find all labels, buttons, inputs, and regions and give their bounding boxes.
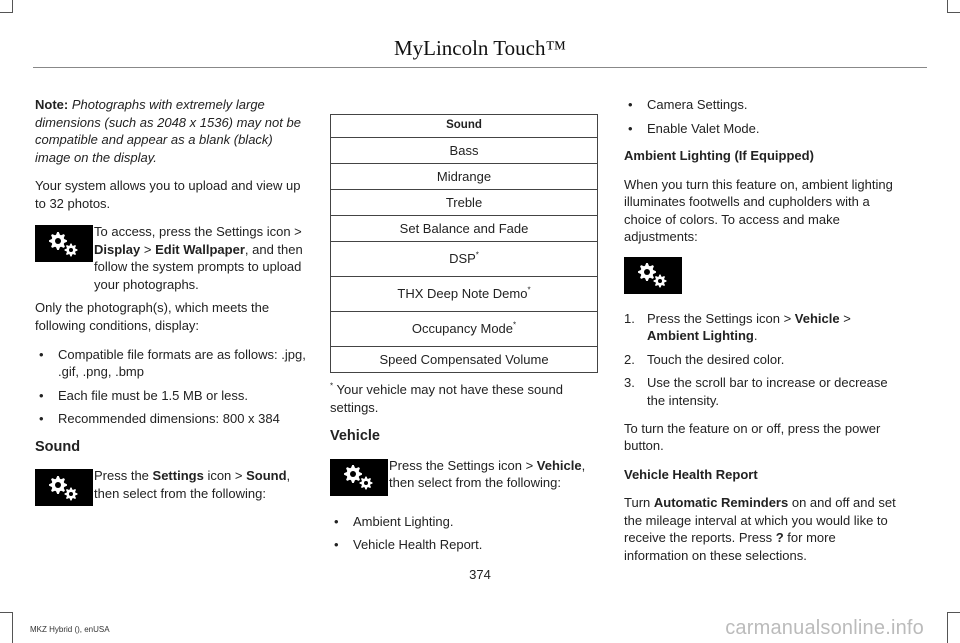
vehicle-label: Vehicle bbox=[536, 457, 582, 473]
settings-label: Settings bbox=[152, 468, 204, 484]
settings-gears-icon bbox=[330, 459, 388, 496]
ambient-intro: When you turn this feature on, ambient lighting illuminates footwells and cupholders with a choice of colors. To access and make adjustments: bbox=[624, 176, 893, 245]
vehicle-list bbox=[330, 513, 598, 554]
access-instruction: To access, press the Settings icon > Display > Edit Wallpaper, and then follow the system prompts to upload your photographs. bbox=[35, 223, 307, 293]
vehicle-health-report-heading: Vehicle Health Report bbox=[624, 466, 758, 482]
note-paragraph bbox=[35, 96, 307, 166]
column-1 bbox=[35, 96, 307, 523]
vehicle-heading: Vehicle bbox=[330, 428, 380, 445]
table-row: Occupancy Mode* bbox=[331, 312, 598, 347]
model-footer: MKZ Hybrid (), enUSA bbox=[30, 625, 110, 634]
table-row: DSP* bbox=[331, 242, 598, 277]
sound-instruction: Press the Settings icon > Sound, then select from the following: bbox=[35, 467, 307, 517]
running-title: MyLincoln Touch™ bbox=[393, 36, 567, 60]
table-row: Midrange bbox=[331, 164, 598, 190]
conditions-intro: Only the photograph(s), which meets the following conditions, display: bbox=[35, 300, 270, 334]
upload-intro: Your system allows you to upload and view up to 32 photos. bbox=[35, 178, 301, 211]
note-label: Note: bbox=[35, 97, 69, 112]
sound-settings-table bbox=[330, 114, 598, 373]
vehicle-health-report-text: Turn Automatic Reminders on and off and set the mileage interval at which you would like to receive the reports. Press ? for more information on these selections. bbox=[624, 495, 896, 563]
list-item: • Vehicle Health Report. bbox=[334, 537, 483, 553]
table-header: Sound bbox=[331, 115, 598, 138]
ambient-lighting-heading: Ambient Lighting (If Equipped) bbox=[624, 148, 814, 164]
page-number: 374 bbox=[469, 567, 491, 582]
table-row: Treble bbox=[331, 190, 598, 216]
table-row: THX Deep Note Demo* bbox=[331, 277, 598, 312]
settings-gears-icon bbox=[35, 469, 93, 506]
ambient-steps bbox=[624, 310, 896, 410]
table-row: Speed Compensated Volume bbox=[331, 347, 598, 373]
sound-heading: Sound bbox=[35, 438, 81, 455]
list-item: • Compatible file formats are as follows: .jpg, .gif, .png, .bmp bbox=[39, 346, 306, 380]
power-button-text: To turn the feature on or off, press the power button. bbox=[624, 420, 881, 454]
list-item: 3. Use the scroll bar to increase or decrease the intensity. bbox=[624, 375, 888, 409]
table-row: Set Balance and Fade bbox=[331, 216, 598, 242]
list-item: • Enable Valet Mode. bbox=[628, 120, 760, 136]
list-item: • Recommended dimensions: 800 x 384 bbox=[39, 411, 280, 427]
list-item: • Each file must be 1.5 MB or less. bbox=[39, 387, 249, 403]
column-2 bbox=[330, 96, 598, 564]
note-text: Photographs with extremely large dimensions (such as 2048 x 1536) may not be compatible and appear as a blank (black) image on the display. bbox=[35, 97, 301, 165]
edit-wallpaper-label: Edit Wallpaper bbox=[155, 241, 245, 257]
column-3 bbox=[624, 96, 896, 575]
crop-mark-bottom-right bbox=[947, 612, 960, 643]
crop-mark-top-left bbox=[0, 0, 13, 13]
list-item: • Camera Settings. bbox=[628, 97, 748, 112]
header-rule bbox=[33, 67, 927, 68]
vehicle-list-continued bbox=[624, 96, 896, 137]
crop-mark-bottom-left bbox=[0, 612, 13, 643]
watermark: carmanualsonline.info bbox=[725, 617, 924, 639]
list-item: 2. Touch the desired color. bbox=[624, 351, 785, 367]
vehicle-instruction: Press the Settings icon > Vehicle, then select from the following: bbox=[330, 457, 598, 507]
crop-mark-top-right bbox=[947, 0, 960, 13]
display-label: Display bbox=[94, 241, 141, 257]
sound-label: Sound bbox=[246, 468, 287, 484]
settings-gears-icon bbox=[624, 257, 682, 294]
conditions-list bbox=[35, 346, 307, 428]
table-footnote: * Your vehicle may not have these sound settings. bbox=[330, 381, 563, 415]
list-item: • Ambient Lighting. bbox=[334, 513, 454, 529]
settings-gears-icon bbox=[35, 225, 93, 262]
list-item: 1. Press the Settings icon > Vehicle > Ambient Lighting. bbox=[624, 310, 851, 344]
table-row: Bass bbox=[331, 138, 598, 164]
